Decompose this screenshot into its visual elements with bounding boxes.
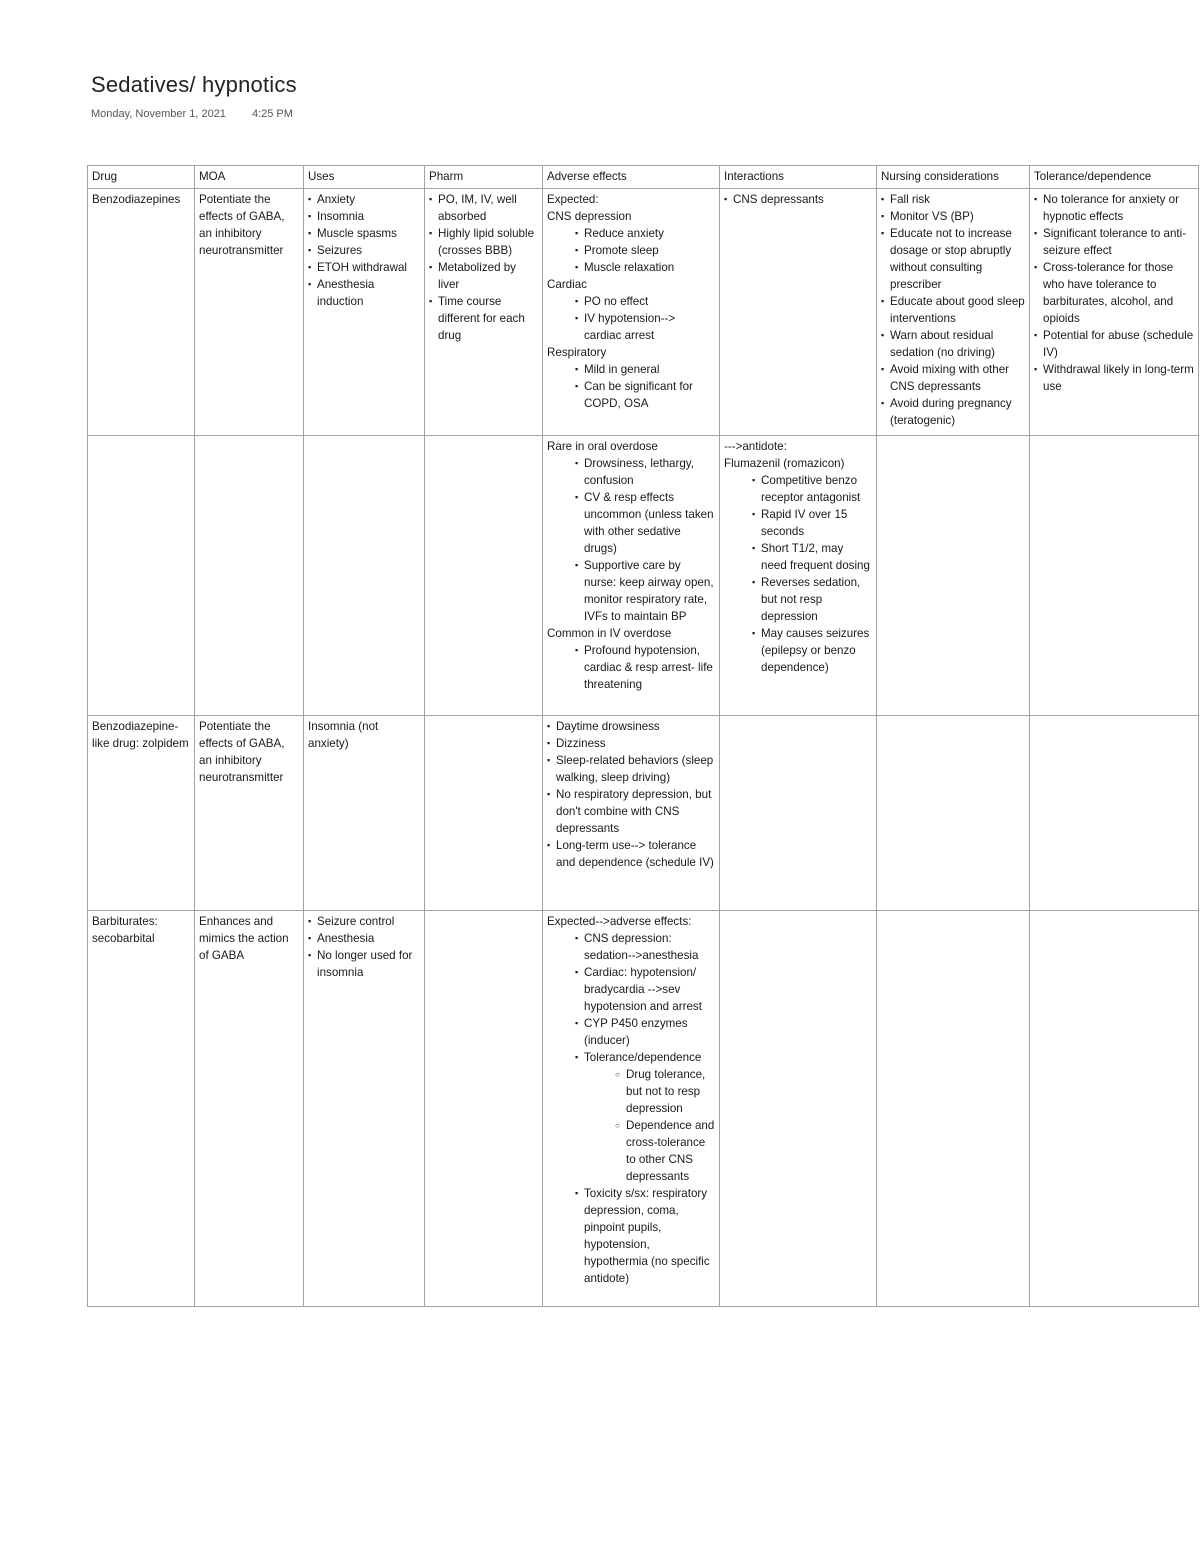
list-item: ▪ Muscle spasms [308,225,420,242]
cell-interactions [720,436,877,716]
cell-adverse-effects [543,436,720,716]
list-item: ▪ No tolerance for anxiety or hypnotic effects [1034,191,1194,225]
list-item: ▪ Sleep-related behaviors (sleep walking, sleep driving) [547,752,715,786]
cell-tolerance [1030,189,1199,436]
list-item: ▪ Short T1/2, may need frequent dosing [752,540,872,574]
cell-adverse-effects [543,716,720,911]
list-item: ▪ Daytime drowsiness [547,718,715,735]
cardiac-effects-list [547,293,715,344]
list-item: ▪ Time course different for each drug [429,293,538,344]
list-item: ○ Dependence and cross-tolerance to other CNS depressants [615,1117,715,1185]
list-item: ▪ Seizure control [308,913,420,930]
cns-effects-list [547,225,715,276]
cell-adverse-effects [543,189,720,436]
list-item: ▪ Monitor VS (BP) [881,208,1025,225]
cell-moa: Enhances and mimics the action of GABA [195,911,304,1307]
cell-drug: Benzodiazepines [88,189,195,436]
interactions-list [724,191,872,208]
list-item: ▪ Cross-tolerance for those who have tolerance to barbiturates, alcohol, and opioids [1034,259,1194,327]
list-item: ○ Drug tolerance, but not to resp depression [615,1066,715,1117]
page-date: Monday, November 1, 2021 [91,108,226,120]
list-item: ▪ Dizziness [547,735,715,752]
list-item: ▪ CNS depressants [724,191,872,208]
list-item: ▪ Warn about residual sedation (no driving) [881,327,1025,361]
cell-uses [304,189,425,436]
drug-table [87,165,1199,1307]
header-drug: Drug [88,166,195,189]
list-item: ▪ Supportive care by nurse: keep airway open, monitor respiratory rate, IVFs to maintain BP [575,557,715,625]
iv-overdose-list [547,642,715,693]
list-item: ▪ No longer used for insomnia [308,947,420,981]
header-tolerance-dependence: Tolerance/dependence [1030,166,1199,189]
list-item: ▪ Drowsiness, lethargy, confusion [575,455,715,489]
list-item: ▪ Withdrawal likely in long-term use [1034,361,1194,395]
cell-moa: Potentiate the effects of GABA, an inhibitory neurotransmitter [195,716,304,911]
list-item: ▪ ETOH withdrawal [308,259,420,276]
header-interactions: Interactions [720,166,877,189]
cell-uses [304,436,425,716]
list-item: ▪ Insomnia [308,208,420,225]
list-item: ▪ IV hypotension--> cardiac arrest [575,310,715,344]
cell-tolerance [1030,716,1199,911]
tolerance-dependence-label: Tolerance/dependence [584,1051,702,1064]
iv-overdose-label: Common in IV overdose [547,627,672,640]
list-item: ▪ Seizures [308,242,420,259]
list-item: ▪ Cardiac: hypotension/ bradycardia -->sev hypotension and arrest [575,964,715,1015]
list-item: ▪ CYP P450 enzymes (inducer) [575,1015,715,1049]
oral-overdose-list [547,455,715,625]
table-header-row [88,166,1199,189]
list-item: ▪ Highly lipid soluble (crosses BBB) [429,225,538,259]
header-uses: Uses [304,166,425,189]
tolerance-list [1034,191,1194,395]
header-adverse-effects: Adverse effects [543,166,720,189]
list-item: ▪ Profound hypotension, cardiac & resp arrest- life threatening [575,642,715,693]
cell-uses: Insomnia (not anxiety) [304,716,425,911]
header-moa: MOA [195,166,304,189]
list-item: ▪ May causes seizures (epilepsy or benzo dependence) [752,625,872,676]
uses-list [308,913,420,981]
list-item: ▪ Toxicity s/sx: respiratory depression, coma, pinpoint pupils, hypotension, hypothermia (no specific antidote) [575,1185,715,1287]
antidote-list [724,472,872,676]
cell-pharm [425,716,543,911]
cell-pharm [425,436,543,716]
cell-moa [195,436,304,716]
list-item: ▪ Anesthesia [308,930,420,947]
pharm-list [429,191,538,344]
cell-nursing [877,911,1030,1307]
cell-tolerance [1030,436,1199,716]
cell-drug [88,436,195,716]
cell-drug: Barbiturates: secobarbital [88,911,195,1307]
list-item: ▪ Muscle relaxation [575,259,715,276]
list-item: ▪ Can be significant for COPD, OSA [575,378,715,412]
adverse-expected-label: Expected: [547,193,599,206]
page-datetime [91,108,293,120]
cell-drug: Benzodiazepine-like drug: zolpidem [88,716,195,911]
list-item: ▪ Educate about good sleep interventions [881,293,1025,327]
table-row [88,716,1199,911]
list-item: ▪ Fall risk [881,191,1025,208]
oral-overdose-label: Rare in oral overdose [547,440,658,453]
adverse-list [547,718,715,871]
list-item: ▪ CNS depression: sedation-->anesthesia [575,930,715,964]
antidote-drug: Flumazenil (romazicon) [724,457,845,470]
list-item: ▪ Anesthesia induction [308,276,420,310]
list-item: ▪ Anxiety [308,191,420,208]
list-item: ▪ Avoid mixing with other CNS depressants [881,361,1025,395]
cell-nursing [877,716,1030,911]
list-item: ▪ Significant tolerance to anti-seizure effect [1034,225,1194,259]
cell-interactions [720,911,877,1307]
tolerance-sublist [584,1066,715,1185]
list-item: ▪ Reduce anxiety [575,225,715,242]
list-item: ▪ No respiratory depression, but don't combine with CNS depressants [547,786,715,837]
list-item: ▪ Mild in general [575,361,715,378]
cell-pharm [425,911,543,1307]
page-time: 4:25 PM [251,108,293,120]
adverse-expected-label: Expected-->adverse effects: [547,915,692,928]
page-title: Sedatives/ hypnotics [91,72,297,97]
list-item: ▪ PO, IM, IV, well absorbed [429,191,538,225]
adverse-list [547,930,715,1287]
adverse-respiratory-label: Respiratory [547,346,607,359]
cell-nursing [877,189,1030,436]
respiratory-effects-list [547,361,715,412]
header-nursing-considerations: Nursing considerations [877,166,1030,189]
list-item: ▪ Reverses sedation, but not resp depression [752,574,872,625]
list-item: ▪ PO no effect [575,293,715,310]
adverse-cns-label: CNS depression [547,210,632,223]
list-item: ▪ CV & resp effects uncommon (unless taken with other sedative drugs) [575,489,715,557]
list-item: ▪ Avoid during pregnancy (teratogenic) [881,395,1025,429]
cell-interactions [720,189,877,436]
list-item: ▪ Potential for abuse (schedule IV) [1034,327,1194,361]
cell-nursing [877,436,1030,716]
list-item: ▪ Competitive benzo receptor antagonist [752,472,872,506]
cell-uses [304,911,425,1307]
table-row [88,911,1199,1307]
cell-interactions [720,716,877,911]
table-row [88,189,1199,436]
list-item: ▪ Rapid IV over 15 seconds [752,506,872,540]
uses-list [308,191,420,310]
header-pharm: Pharm [425,166,543,189]
list-item: ▪ Educate not to increase dosage or stop abruptly without consulting prescriber [881,225,1025,293]
cell-moa: Potentiate the effects of GABA, an inhibitory neurotransmitter [195,189,304,436]
antidote-label: --->antidote: [724,440,787,453]
cell-tolerance [1030,911,1199,1307]
cell-adverse-effects [543,911,720,1307]
table-row [88,436,1199,716]
list-item: ▪ Metabolized by liver [429,259,538,293]
cell-pharm [425,189,543,436]
list-item: ▪ Promote sleep [575,242,715,259]
list-item [575,1049,715,1185]
list-item: ▪ Long-term use--> tolerance and dependence (schedule IV) [547,837,715,871]
adverse-cardiac-label: Cardiac [547,278,587,291]
nursing-list [881,191,1025,429]
